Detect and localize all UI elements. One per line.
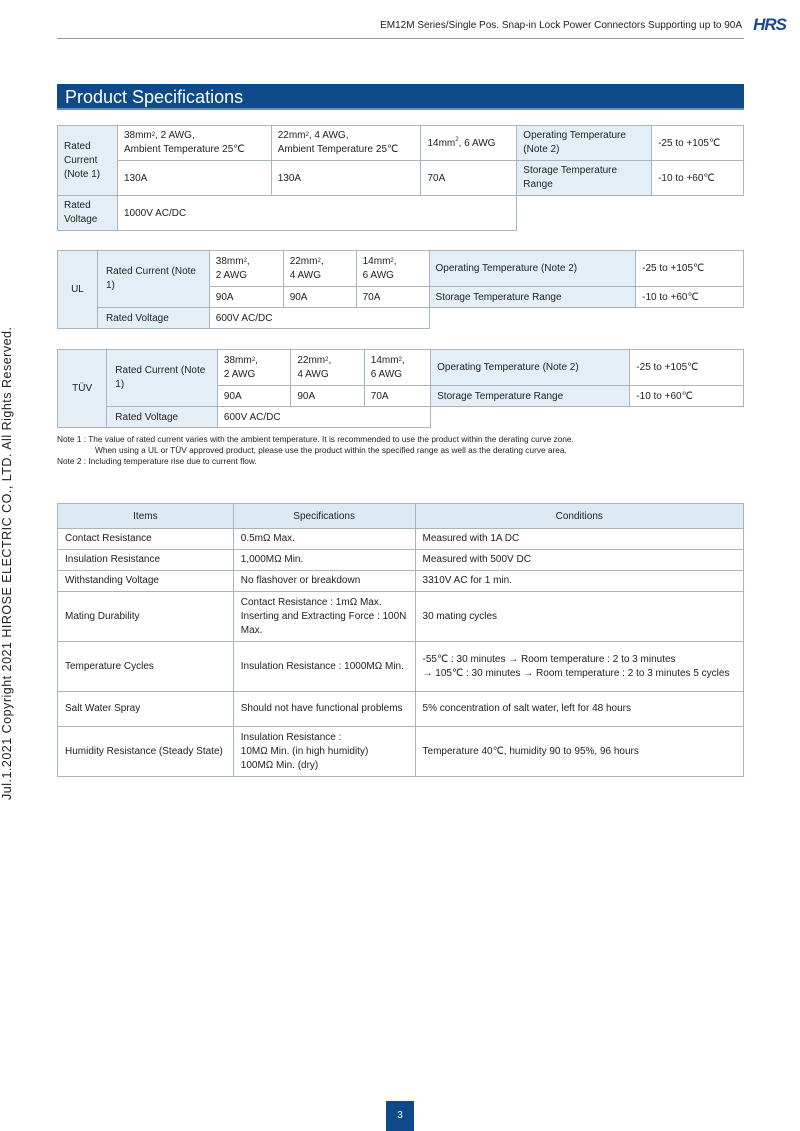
col-header-conditions: Conditions: [415, 504, 743, 529]
cell-cond: Measured with 1A DC: [415, 529, 743, 550]
rated-voltage-label: Rated Voltage: [107, 407, 218, 428]
storage-temp-label: Storage Temperature Range: [517, 161, 652, 196]
document-header: EM12M Series/Single Pos. Snap-in Lock Power Connectors Supporting up to 90A: [380, 20, 742, 31]
current-value: 70A: [356, 287, 429, 308]
rated-voltage-label: Rated Voltage: [97, 308, 209, 329]
agency-label-ul: UL: [58, 251, 98, 329]
cell-item: Mating Durability: [58, 592, 234, 642]
op-temp-label: Operating Temperature (Note 2): [431, 350, 630, 386]
col-header-specifications: Specifications: [233, 504, 415, 529]
table-row: [58, 550, 744, 571]
current-value: 90A: [209, 287, 283, 308]
op-temp-label: Operating Temperature (Note 2): [517, 126, 652, 161]
col-header-22mm: $22mm^2$, 4 AWG, Ambient Temperature 25℃: [271, 126, 421, 161]
storage-temp-value: -10 to +60℃: [652, 161, 744, 196]
rated-voltage-value: 600V AC/DC: [209, 308, 429, 329]
cell-spec: 0.5mΩ Max.: [233, 529, 415, 550]
cell-spec: 1,000MΩ Min.: [233, 550, 415, 571]
table-row: [58, 642, 744, 692]
cell-item: Contact Resistance: [58, 529, 234, 550]
table-row: [58, 727, 744, 777]
rated-current-label: Rated Current (Note 1): [97, 251, 209, 308]
cell-spec: Contact Resistance : 1mΩ Max. Inserting and Extracting Force : 100N Max.: [233, 592, 415, 642]
col-header-22mm: $22mm^2$, 4 AWG: [291, 350, 364, 386]
cell-item: Temperature Cycles: [58, 642, 234, 692]
rated-voltage-value: 1000V AC/DC: [117, 196, 516, 231]
current-value: 130A: [117, 161, 271, 196]
storage-temp-label: Storage Temperature Range: [431, 386, 630, 407]
cell-cond: -55℃ : 30 minutes → Room temperature : 2 to 3 minutes → 105℃ : 30 minutes → Room temperature : 2 to 3 minutes 5 cycles: [415, 642, 743, 692]
table-row: [58, 692, 744, 727]
spec-table: [57, 503, 744, 777]
page-number: 3: [386, 1101, 414, 1131]
col-header-14mm: $14mm^2$, 6 AWG: [356, 251, 429, 287]
cell-item: Humidity Resistance (Steady State): [58, 727, 234, 777]
cell-item: Insulation Resistance: [58, 550, 234, 571]
header-divider: [57, 38, 744, 39]
storage-temp-value: -10 to +60℃: [636, 287, 744, 308]
table-row: [58, 529, 744, 550]
col-header-38mm: $38mm^2$, 2 AWG: [217, 350, 290, 386]
cell-cond: Temperature 40℃, humidity 90 to 95%, 96 hours: [415, 727, 743, 777]
cell-cond: 30 mating cycles: [415, 592, 743, 642]
current-value: 70A: [364, 386, 430, 407]
table-row: [58, 592, 744, 642]
cell-cond: 3310V AC for 1 min.: [415, 571, 743, 592]
op-temp-value: -25 to +105℃: [652, 126, 744, 161]
rated-current-label: Rated Current (Note 1): [58, 126, 118, 196]
rating-table-tuv: [57, 349, 744, 428]
cell-spec: Insulation Resistance : 1000MΩ Min.: [233, 642, 415, 692]
storage-temp-label: Storage Temperature Range: [429, 287, 636, 308]
agency-label-tuv: TÜV: [58, 350, 107, 428]
cell-cond: 5% concentration of salt water, left for 48 hours: [415, 692, 743, 727]
table-row: [58, 571, 744, 592]
cell-item: Salt Water Spray: [58, 692, 234, 727]
col-header-14mm: $14mm^2$, 6 AWG: [364, 350, 430, 386]
col-header-14mm: $14mm^2$, 6 AWG: [421, 126, 517, 161]
hrs-logo: HRS: [753, 15, 786, 34]
col-header-38mm: $38mm^2$, 2 AWG, Ambient Temperature 25℃: [117, 126, 271, 161]
op-temp-value: -25 to +105℃: [630, 350, 744, 386]
current-value: 90A: [291, 386, 364, 407]
col-header-items: Items: [58, 504, 234, 529]
rating-table-ul: [57, 250, 744, 329]
col-header-38mm: $38mm^2$, 2 AWG: [209, 251, 283, 287]
rated-current-label: Rated Current (Note 1): [107, 350, 218, 407]
cell-cond: Measured with 500V DC: [415, 550, 743, 571]
rating-table-general: [57, 125, 744, 231]
col-header-22mm: $22mm^2$, 4 AWG: [283, 251, 356, 287]
op-temp-value: -25 to +105℃: [636, 251, 744, 287]
note-1-continued: When using a UL or TÜV approved product, please use the product within the specified range as well as the derating curve area.: [95, 445, 567, 455]
rated-voltage-label: Rated Voltage: [58, 196, 118, 231]
note-1: Note 1 : The value of rated current varies with the ambient temperature. It is recommended to use the product within the derating curve zone.: [57, 434, 574, 444]
storage-temp-value: -10 to +60℃: [630, 386, 744, 407]
cell-spec: Insulation Resistance : 10MΩ Min. (in high humidity) 100MΩ Min. (dry): [233, 727, 415, 777]
rated-voltage-value: 600V AC/DC: [217, 407, 430, 428]
note-2: Note 2 : Including temperature rise due to current flow.: [57, 456, 257, 466]
cell-spec: Should not have functional problems: [233, 692, 415, 727]
current-value: 90A: [217, 386, 290, 407]
current-value: 90A: [283, 287, 356, 308]
cell-spec: No flashover or breakdown: [233, 571, 415, 592]
notes: [57, 434, 574, 467]
cell-item: Withstanding Voltage: [58, 571, 234, 592]
section-title: Product Specifications: [57, 84, 744, 110]
current-value: 70A: [421, 161, 517, 196]
op-temp-label: Operating Temperature (Note 2): [429, 251, 636, 287]
current-value: 130A: [271, 161, 421, 196]
side-copyright: Jul.1.2021 Copyright 2021 HIROSE ELECTRIC CO., LTD. All Rights Reserved.: [0, 326, 14, 800]
